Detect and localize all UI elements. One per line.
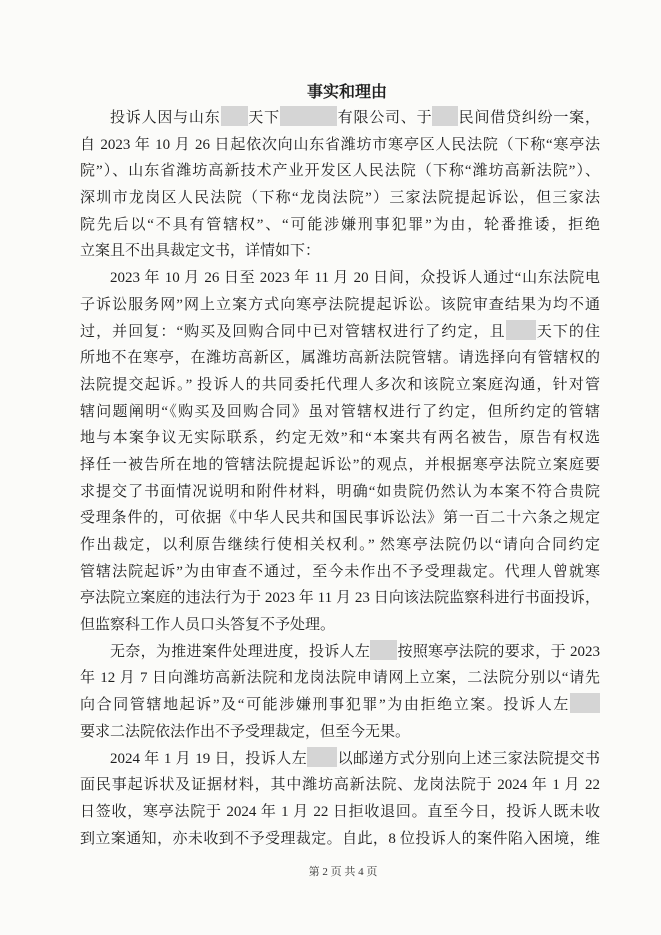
text-segment: 自 2023 年 10 月 26 日起依次向山东省潍坊市寒亭区人民法院（下称“寒亭法	[80, 136, 600, 153]
text-line	[80, 719, 600, 746]
text-line	[80, 532, 600, 559]
text-segment: 过，并回复：“购买及回购合同中已对管辖权进行了约定，且	[80, 323, 506, 340]
text-line	[80, 399, 600, 426]
text-segment: 天下的住	[535, 323, 600, 340]
text-line	[80, 265, 600, 292]
text-segment: 天下	[247, 110, 280, 126]
text-segment: 地与本案争议无实际联系，约定无效”和“本案共有两名被告，原告有权选	[80, 430, 600, 447]
text-segment: 民间借贷纠纷一案，	[457, 110, 600, 126]
text-segment: 管辖法院起诉”为由审查不通过，至今未作出不予受理裁定。代理人曾就寒	[80, 563, 600, 580]
text-segment: 日签收，寒亭法院于 2024 年 1 月 22 日拒收退回。直至今日，投诉人既未收	[80, 803, 600, 820]
text-line	[80, 372, 600, 399]
text-line	[80, 585, 600, 612]
section-title: 事实和理由	[306, 84, 387, 101]
redaction-box	[506, 320, 536, 340]
text-segment: 要求二法院依法作出不予受理裁定，但至今无果。	[80, 723, 411, 740]
text-line	[80, 799, 600, 826]
text-line	[80, 479, 600, 506]
text-segment: 作出裁定，以利原告继续行使相关权利。” 然寒亭法院仍以“请向合同约定	[80, 537, 600, 553]
text-segment: 2023 年 10 月 26 日至 2023 年 11 月 20 日间，众投诉人通过“山东法院电	[110, 270, 600, 287]
body-text	[80, 105, 600, 852]
text-line	[80, 132, 600, 159]
text-segment: 子诉讼服务网”网上立案方式向寒亭法院提起诉讼。该院审查结果为均不通	[80, 296, 600, 313]
page-number: 第 2 页 共 4 页	[308, 866, 378, 878]
text-segment: 年 12 月 7 日向潍坊高新法院和龙岗法院申请网上立案，二法院分别以“请先	[80, 670, 600, 687]
redaction-box	[432, 106, 458, 126]
text-line	[80, 185, 600, 212]
redaction-box	[280, 106, 337, 126]
text-segment: 向合同管辖地起诉”及“可能涉嫌刑事犯罪”为由拒绝立案。投诉人左	[80, 697, 570, 714]
text-line	[80, 105, 600, 132]
text-line	[80, 772, 600, 799]
text-line	[80, 345, 600, 372]
text-segment: 立案且不出具裁定文书，详情如下：	[80, 243, 321, 260]
text-segment: 到立案通知，亦未收到不予受理裁定。自此，8 位投诉人的案件陷入困境，维	[80, 830, 600, 847]
redaction-box	[307, 747, 337, 767]
text-line	[80, 665, 600, 692]
text-segment: 以邮递方式分别向上述三家法院提交书	[337, 750, 600, 767]
text-segment: 按照寒亭法院的要求，于 2023	[397, 643, 600, 660]
text-segment: 院”）、山东省潍坊高新技术产业开发区人民法院（下称“潍坊高新法院”）、	[80, 163, 600, 180]
text-line	[80, 452, 600, 479]
text-segment: 法院提交起诉。” 投诉人的共同委托代理人多次和该院立案庭沟通，针对管	[80, 376, 600, 393]
text-line	[80, 639, 600, 666]
text-line	[80, 746, 600, 773]
text-segment: 求提交了书面情况说明和附件材料，明确“如贵院仍然认为本案不符合贵院	[80, 483, 600, 500]
text-line	[80, 505, 600, 532]
text-segment: 受理条件的，可依据《中华人民共和国民事诉讼法》第一百二十六条之规定	[80, 510, 600, 527]
redaction-box	[370, 640, 397, 660]
text-segment: 深圳市龙岗区人民法院（下称“龙岗法院”）三家法院提起诉讼，但三家法	[80, 190, 600, 207]
text-line	[80, 238, 600, 265]
text-line	[80, 826, 600, 853]
redaction-box	[221, 106, 248, 126]
text-line	[80, 212, 600, 239]
text-segment: 择任一被告所在地的管辖法院提起诉讼”的观点，并根据寒亭法院立案庭要	[80, 456, 600, 473]
text-line	[80, 425, 600, 452]
text-line	[80, 158, 600, 185]
text-segment: 无奈，为推进案件处理进度，投诉人左	[110, 643, 371, 660]
text-line	[80, 319, 600, 346]
text-segment: 2024 年 1 月 19 日，投诉人左	[110, 750, 308, 767]
text-segment: 面民事起诉状及证据材料，其中潍坊高新法院、龙岗法院于 2024 年 1 月 22	[80, 777, 600, 794]
text-segment: 院先后以“不具有管辖权”、“可能涉嫌刑事犯罪”为由，轮番推诿，拒绝	[80, 216, 600, 233]
text-segment: 辖问题阐明“《购买及回购合同》虽对管辖权进行了约定，但所约定的管辖	[80, 403, 600, 420]
text-segment: 所地不在寒亭，在潍坊高新区，属潍坊高新法院管辖。请选择向有管辖权的	[80, 350, 600, 367]
text-segment: 有限公司、于	[336, 110, 433, 126]
text-line	[80, 692, 600, 719]
text-segment: 投诉人因与山东	[110, 110, 221, 126]
text-line	[80, 292, 600, 319]
text-segment: 但监察科工作人员口头答复不予处理。	[80, 617, 336, 634]
redaction-box	[570, 693, 600, 713]
text-segment: 亭法院立案庭的违法行为于 2023 年 11 月 23 日向该法院监察科进行书面投诉，	[80, 590, 600, 607]
text-line	[80, 612, 600, 639]
text-line	[80, 559, 600, 586]
